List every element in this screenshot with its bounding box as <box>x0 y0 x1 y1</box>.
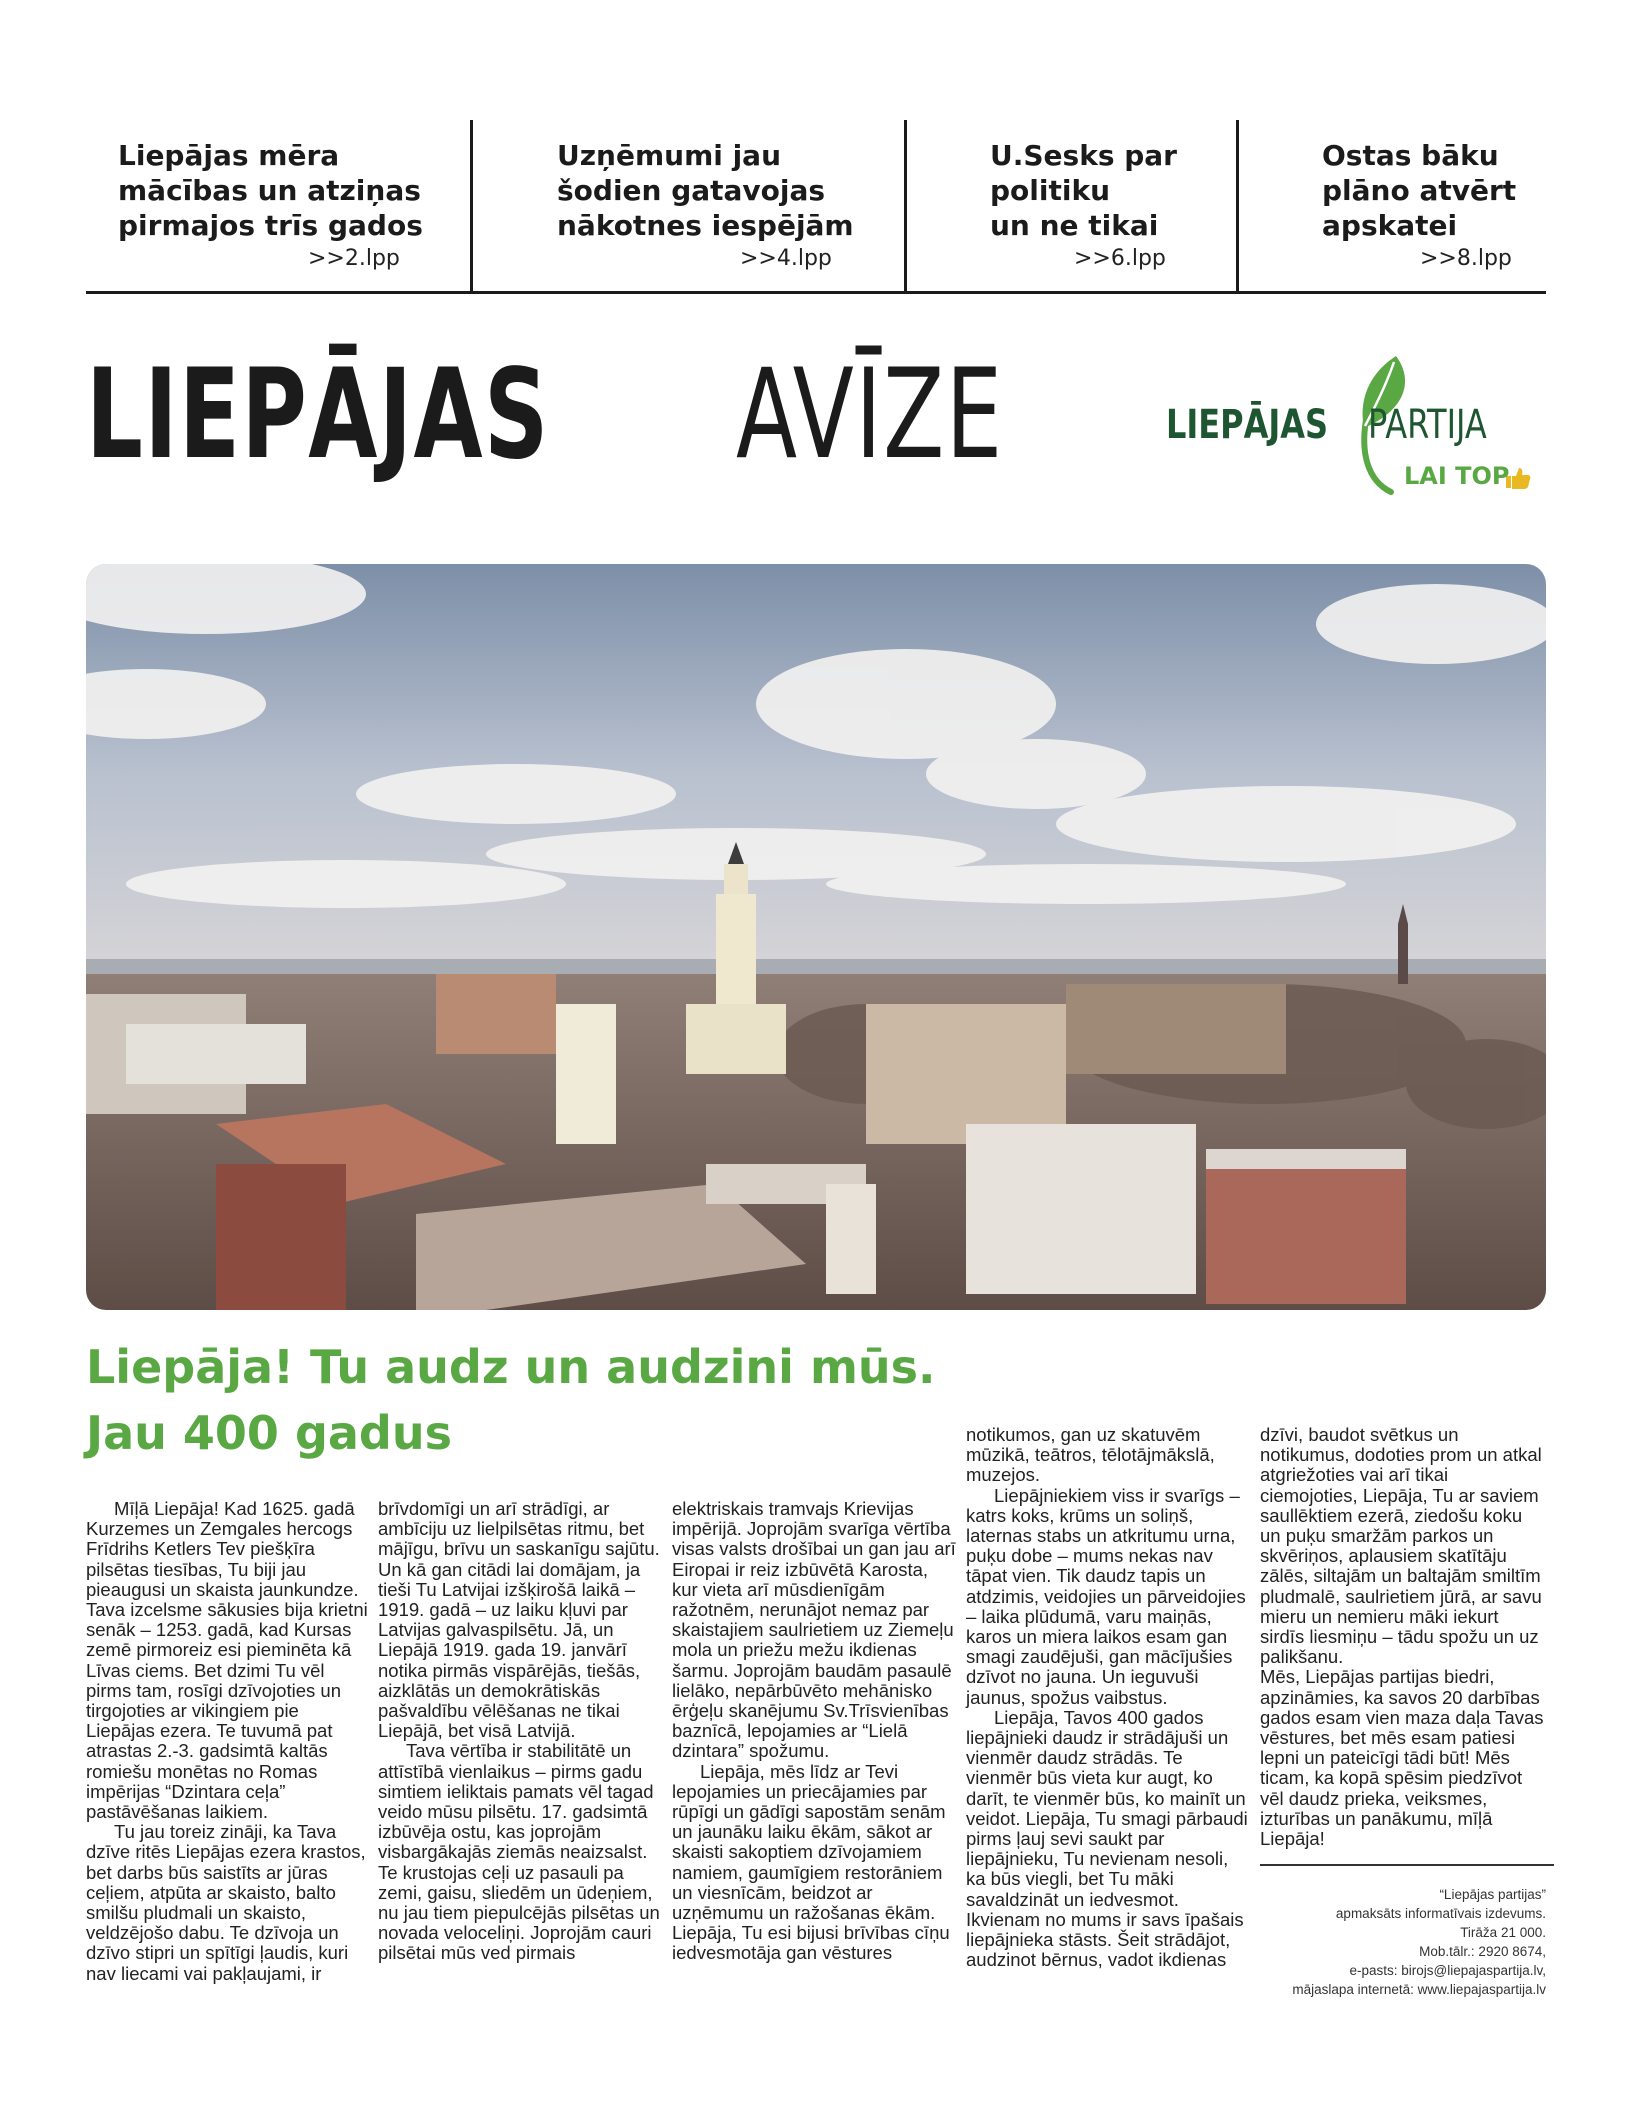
teaser-title: Ostas bāku plāno atvērt apskatei <box>1322 139 1517 242</box>
teaser-4[interactable] <box>1236 120 1546 291</box>
paragraph: Mīļā Liepāja! Kad 1625. gadā Kurzemes un Zemgales hercogs Frīdrihs Ketlers Tev piešķīra pilsētas tiesības, Tu biji jau pieaugusi un skaista jaunkundze. Tava izcelsme sākusies bija krietni senāk – 1253. gadā, kad Kursas zemē pirmoreiz esi pieminēta kā Līvas ciems. Bet dzimi Tu vēl pirms tam, rosīgi dzīvojoties un tirgojoties ar vikingiem pie Liepājas ezera. Te tuvumā pat atrastas 2.-3. gadsimtā kaltās romiešu monētas no Romas impērijas “Dzintara ceļa” pastāvēšanas laikiem. <box>86 1498 368 1823</box>
paragraph: brīvdomīgi un arī strādīgi, ar ambīciju uz lielpilsētas ritmu, bet mājīgu, brīvu un saskanīgu sajūtu. Un kā gan citādi lai domājam, ja tieši Tu Latvijai izšķirošā laikā – 1919. gadā – uz laiku kļuvi par Latvijas galvaspilsētu. Jā, un Liepājā 1919. gada 19. janvārī notika pirmās vispārējās, tiešās, aizklātās un demokrātiskās pašvaldību vēlēšanas ne tikai Liepājā, bet visā Latvijā. <box>378 1498 660 1742</box>
teaser-title: Uzņēmumi jau šodien gatavojas nākotnes iespējām <box>557 139 854 242</box>
party-logo <box>1166 350 1556 500</box>
masthead-word-2: AVĪZE <box>736 343 1004 487</box>
imprint-email[interactable]: e-pasts: birojs@liepajaspartija.lv, <box>1349 1963 1546 1978</box>
teaser-title: Liepājas mēra mācības un atziņas pirmajos trīs gados <box>118 139 423 242</box>
imprint-line: Mob.tālr.: 2920 8674, <box>1419 1944 1546 1959</box>
teaser-1[interactable] <box>86 120 470 291</box>
imprint-website[interactable]: mājaslapa internetā: www.liepajaspartija.lv <box>1292 1982 1546 1997</box>
article-column-5 <box>1260 1425 1546 1849</box>
teaser-bar <box>86 120 1546 294</box>
imprint-line: Tirāža 21 000. <box>1460 1925 1546 1940</box>
teaser-3[interactable] <box>904 120 1236 291</box>
article-headline: Liepāja! Tu audz un audzini mūs. Jau 400 gadus <box>86 1340 936 1460</box>
paragraph: Liepāja, Tavos 400 gados liepājnieki daudz ir strādājuši un vienmēr daudz strādās. Te vienmēr būs vieta kur augt, ko darīt, te vienmēr būs, ko mainīt un veidot. Liepāja, Tu smagi pārbaudi pirms ļauj sevi saukt par liepājnieku, Tu nevienam nesoli, ka būs viegli, bet Tu māki savaldzināt un iedvesmot. Ikvienam no mums ir savs īpašais liepājnieka stāsts. Šeit strādājot, audzinot bērnus, vadot ikdienas <box>966 1706 1248 1971</box>
paragraph: Tu jau toreiz zināji, ka Tava dzīve ritēs Liepājas ezera krastos, bet darbs būs saistīts ar jūras ceļiem, atpūta ar skaisto, balto smilšu pludmali un skaisto, veldzējošo dabu. Te dzīvoja un dzīvo stipri un spītīgi ļaudis, kuri nav liecami vai pakļaujami, ir <box>86 1821 366 1984</box>
teaser-page-ref: >>2.lpp <box>308 246 400 271</box>
article-column-3 <box>672 1499 958 1964</box>
logo-word-2: PARTIJA <box>1368 402 1487 448</box>
paragraph: Tava vērtība ir stabilitātē un attīstībā vienlaikus – pirms gadu simtiem ieliktais pamats vēl tagad veido mūsu pilsētu. 17. gadsimtā izbūvēja ostu, kas joprojām visbargākajās ziemās neaizsalst. Te krustojas ceļi uz pasauli pa zemi, gaisu, sliedēm un ūdeņiem, nu jau tiem piepulcējās pilsētas un novada veloceliņi. Joprojām cauri pilsētai mūs ved pirmais <box>378 1740 660 1964</box>
imprint-rule <box>1260 1864 1554 1866</box>
article-column-2 <box>378 1499 664 1964</box>
teaser-bottom-rule <box>86 291 1546 294</box>
logo-slogan: LAI TOP <box>1404 462 1510 490</box>
paragraph: Mēs, Liepājas partijas biedri, apzināmies, ka savos 20 darbības gados esam vien maza daļa Tavas vēstures, bet mēs esam patiesi lepni un pateicīgi tādi būt! Mēs ticam, ka kopā spēsim piedzīvot vēl daudz prieka, veiksmes, izturības un panākumu, mīļā Liepāja! <box>1260 1666 1544 1850</box>
column-divider <box>1236 120 1239 291</box>
column-divider <box>470 120 473 291</box>
teaser-page-ref: >>8.lpp <box>1420 246 1512 271</box>
teaser-page-ref: >>6.lpp <box>1074 246 1166 271</box>
teaser-page-ref: >>4.lpp <box>740 246 832 271</box>
teaser-2[interactable] <box>470 120 904 291</box>
paragraph: elektriskais tramvajs Krievijas impērijā. Joprojām svarīga vērtība visas valsts drošībai un gan jau arī Eiropai ir reiz izbūvētā Karosta, kur vieta arī mūsdienīgām ražotnēm, nerunājot nemaz par skaistajiem saulrietiem uz Ziemeļu mola un priežu mežu ikdienas šarmu. Joprojām baudām pasaulē lielāko, nepārbūvēto mehānisko ērģeļu skanējumu Sv.Trīsvienības baznīcā, lepojamies ar “Lielā dzintara” spožumu. <box>672 1498 956 1762</box>
paragraph: Liepāja, mēs līdz ar Tevi lepojamies un priecājamies par rūpīgi un gādīgi sapostām senām un jaunāku laiku ēkām, sākot ar skaisti sakoptiem dzīvojamiem namiem, gaumīgiem restorāniem un viesnīcām, beidzot ar uzņēmumu un ražošanas ēkām. Liepāja, Tu esi bijusi brīvības cīņu iedvesmotāja gan vēstures <box>672 1760 950 1964</box>
article-column-4 <box>966 1425 1252 1970</box>
paragraph: dzīvi, baudot svētkus un notikumus, dodoties prom un atkal atgriežoties vai arī tikai ciemojoties, Liepāja, Tu ar saviem saullēktiem ezerā, ziedošu koku un puķu smaržām parkos un skvēriņos, aplausiem skatītāju zālēs, siltajām un baltajām smiltīm pludmalē, saulrietiem jūrā, ar savu mieru un nemieru māki iekurt sirdīs liesmiņu – tādu spožu un uz palikšanu. <box>1260 1424 1542 1668</box>
paragraph: notikumos, gan uz skatuvēm mūzikā, teātros, tēlotājmākslā, muzejos. <box>966 1424 1215 1486</box>
imprint <box>1260 1885 1546 1999</box>
teaser-title: U.Sesks par politiku un ne tikai <box>990 139 1177 242</box>
paragraph: Liepājniekiem viss ir svarīgs – katrs koks, krūms un soliņš, laternas stabs un atkritumu urna, puķu dobe – mums nekas nav tāpat vien. Tik daudz tapis un atdzimis, veidojies un pārveidojies – laika plūdumā, varu maiņās, karos un miera laikos esam gan smagi zaudējuši, gan mācījušies dzīvot no jauna. Un ieguvuši jaunus, spožus vaibstus. <box>966 1484 1246 1708</box>
column-divider <box>904 120 907 291</box>
thumbs-up-icon <box>1506 468 1530 489</box>
imprint-line: apmaksāts informatīvais izdevums. <box>1335 1906 1546 1921</box>
article-column-1 <box>86 1499 372 1984</box>
hero-photo <box>86 564 1546 1310</box>
logo-word-1: LIEPĀJAS <box>1166 402 1329 448</box>
masthead-word-1: LIEPĀJAS <box>86 343 550 487</box>
imprint-line: “Liepājas partijas” <box>1439 1887 1546 1902</box>
